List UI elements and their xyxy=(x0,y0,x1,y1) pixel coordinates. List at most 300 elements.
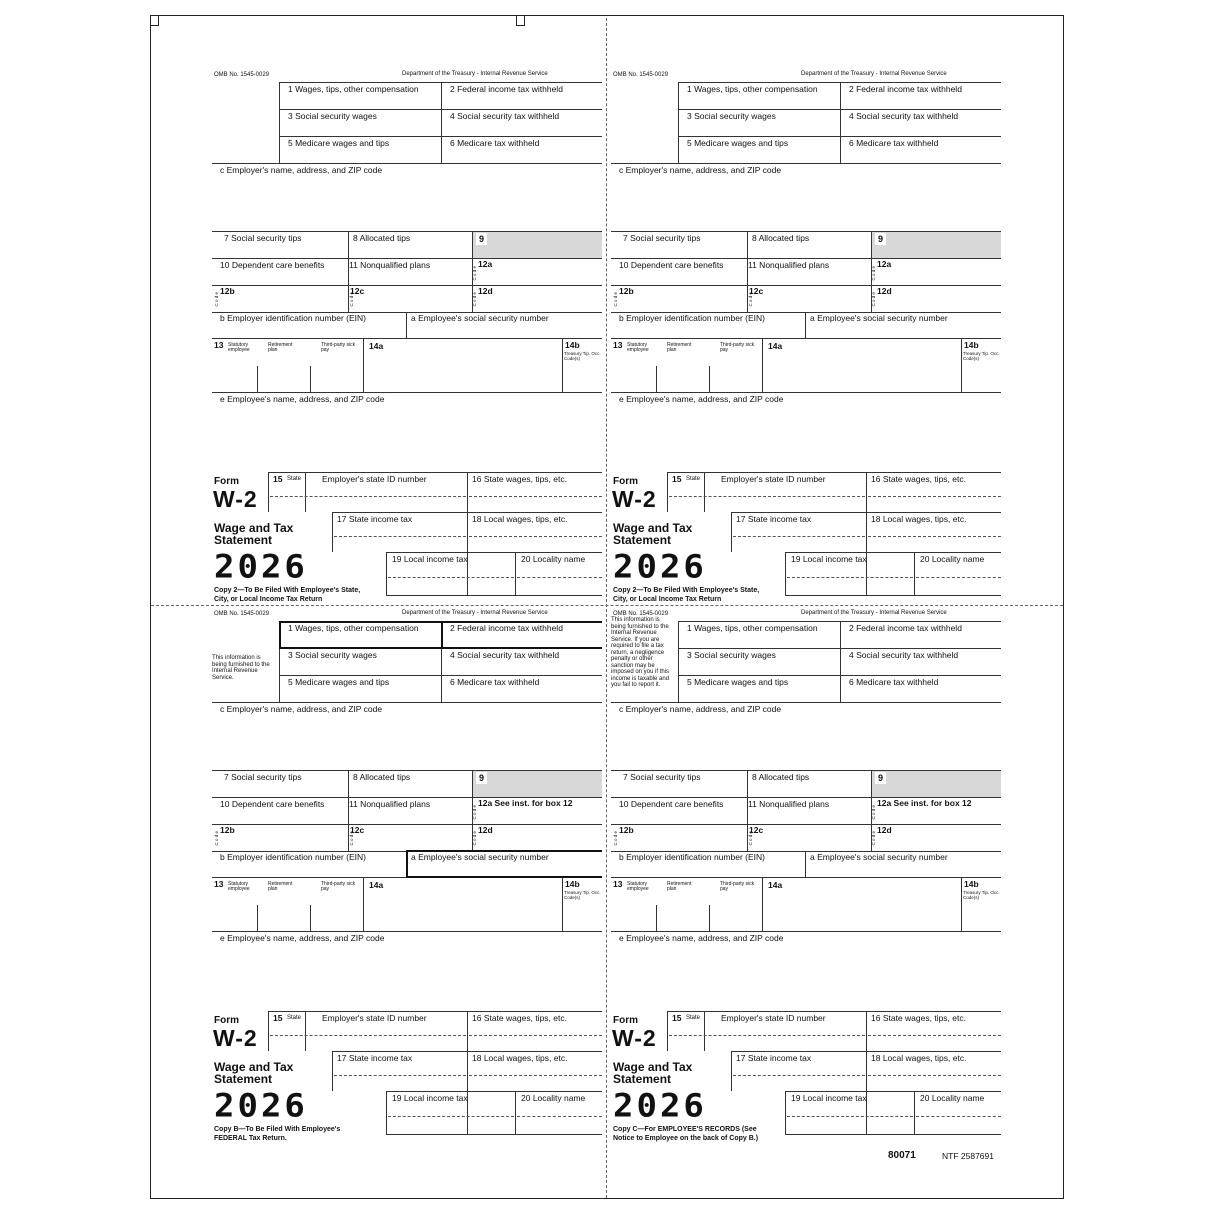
dashed-field-line xyxy=(787,577,913,578)
rule-line xyxy=(441,82,442,163)
dashed-field-line xyxy=(868,1075,1001,1076)
rule-line xyxy=(386,1091,602,1092)
box-7-label: 7 Social security tips xyxy=(623,233,701,243)
box-1-label: 1 Wages, tips, other compensation xyxy=(288,623,419,633)
rule-line xyxy=(212,163,602,164)
wage-and-tax-label: Wage and Tax xyxy=(214,521,294,535)
w2-form-1 xyxy=(212,66,602,606)
box-13-label: 13 xyxy=(613,879,623,889)
box-8-label: 8 Allocated tips xyxy=(752,772,810,782)
code-label-12d: C o d e xyxy=(871,292,876,307)
rule-line xyxy=(709,905,710,931)
rule-line xyxy=(762,338,763,392)
statement-label: Statement xyxy=(214,1072,273,1086)
shaded-box-9 xyxy=(872,771,1001,797)
rule-line xyxy=(678,621,679,702)
rule-line xyxy=(406,312,407,338)
rule-line xyxy=(611,338,1001,339)
box-c-label: c Employer's name, address, and ZIP code xyxy=(619,165,782,175)
rule-line xyxy=(709,366,710,392)
code-label-12b: C o d e xyxy=(613,831,618,846)
box-e-label: e Employee's name, address, and ZIP code xyxy=(619,933,784,943)
box-19-label: 19 Local income tax xyxy=(392,554,468,564)
rule-line xyxy=(785,1134,1001,1135)
wage-and-tax-label: Wage and Tax xyxy=(613,1060,693,1074)
form-word: Form xyxy=(214,476,239,487)
box-1-label: 1 Wages, tips, other compensation xyxy=(687,623,818,633)
registration-mark-left xyxy=(150,15,159,26)
box-9-label: 9 xyxy=(875,233,886,245)
omb-number: OMB No. 1545-0029 xyxy=(613,72,669,78)
box-17-label: 17 State income tax xyxy=(736,1053,812,1063)
shaded-box-9 xyxy=(473,232,602,258)
box-12a-label: 12a xyxy=(478,259,493,269)
rule-line xyxy=(348,770,349,824)
irs-notice: This information is being furnished to the Internal Revenue Service. If you are required to file a tax return, a negligence penalty or other sanction may be imposed on you if this income is taxable and you fail to report it. xyxy=(611,617,670,688)
box-b-label: b Employer identification number (EIN) xyxy=(220,852,366,862)
rule-line xyxy=(212,392,363,393)
rule-line xyxy=(332,512,333,552)
copy-designation-line-1: Copy 2—To Be Filed With Employee's State, xyxy=(214,587,361,594)
box-9-label: 9 xyxy=(476,233,487,245)
rule-line xyxy=(257,366,258,392)
department-label: Department of the Treasury - Internal Revenue Service xyxy=(402,610,548,616)
box-1-2-divider-thick xyxy=(441,621,443,649)
box-12d-label: 12d xyxy=(478,825,493,835)
dashed-field-line xyxy=(469,536,602,537)
vertical-perforation xyxy=(606,18,607,1198)
rule-line xyxy=(785,1091,1001,1092)
rule-line xyxy=(562,338,563,392)
box-14b-sub-label: Treasury Tip. Occ. Code(s) xyxy=(963,890,1000,900)
rule-line xyxy=(386,595,602,596)
rule-line xyxy=(348,231,349,285)
rule-line xyxy=(611,163,1001,164)
shaded-box-9 xyxy=(872,232,1001,258)
box-11-label: 11 Nonqualified plans xyxy=(349,799,431,809)
rule-line xyxy=(678,82,679,163)
box-14b-sub-label: Treasury Tip. Occ. Code(s) xyxy=(564,890,601,900)
rule-line xyxy=(212,258,602,259)
retirement-plan-label: Retirement plan xyxy=(667,342,692,353)
shaded-box-9 xyxy=(473,771,602,797)
box-3-label: 3 Social security wages xyxy=(687,111,776,121)
box-13-label: 13 xyxy=(613,340,623,350)
box-11-label: 11 Nonqualified plans xyxy=(748,799,830,809)
rule-line xyxy=(731,512,732,552)
dashed-field-line xyxy=(334,1075,466,1076)
form-title-w2: W-2 xyxy=(612,1025,657,1051)
dashed-field-line xyxy=(916,577,1001,578)
rule-line xyxy=(762,392,1001,393)
box-12a-label: 12a See inst. for box 12 xyxy=(478,798,573,808)
rule-line xyxy=(212,285,602,286)
box-2-label: 2 Federal income tax withheld xyxy=(849,623,962,633)
box-10-label: 10 Dependent care benefits xyxy=(220,799,325,809)
rule-line xyxy=(961,877,962,931)
rule-line xyxy=(363,931,602,932)
rule-line xyxy=(310,366,311,392)
box-3-label: 3 Social security wages xyxy=(288,111,377,121)
box-8-label: 8 Allocated tips xyxy=(752,233,810,243)
form-word: Form xyxy=(214,1015,239,1026)
retirement-plan-label: Retirement plan xyxy=(268,342,293,353)
box-16-label: 16 State wages, tips, etc. xyxy=(871,474,966,484)
box-1-label: 1 Wages, tips, other compensation xyxy=(288,84,419,94)
rule-line xyxy=(840,621,841,702)
box-17-label: 17 State income tax xyxy=(337,514,413,524)
code-label-12d: C o d e xyxy=(472,831,477,846)
rule-line xyxy=(731,1051,732,1091)
rule-line xyxy=(386,552,602,553)
dashed-field-line xyxy=(868,1035,1001,1036)
box-6-label: 6 Medicare tax withheld xyxy=(450,138,540,148)
w2-form-3 xyxy=(212,605,602,1145)
rule-line xyxy=(805,851,806,877)
rule-line xyxy=(212,824,602,825)
dashed-field-line xyxy=(517,1116,602,1117)
box-b-label: b Employer identification number (EIN) xyxy=(619,852,765,862)
wage-and-tax-label: Wage and Tax xyxy=(613,521,693,535)
dashed-field-line xyxy=(270,1035,466,1036)
box-14b-label: 14b xyxy=(964,340,979,350)
box-4-label: 4 Social security tax withheld xyxy=(849,111,959,121)
rule-line xyxy=(562,877,563,931)
rule-line xyxy=(961,338,962,392)
code-label-12c: C o d e xyxy=(349,831,354,846)
box-14a-label: 14a xyxy=(768,880,783,890)
box-c-label: c Employer's name, address, and ZIP code xyxy=(220,165,383,175)
rule-line xyxy=(704,472,705,512)
code-label-12b: C o d e xyxy=(214,292,219,307)
copy-designation-line-1: Copy C—For EMPLOYEE'S RECORDS (See xyxy=(613,1126,757,1133)
box-16-label: 16 State wages, tips, etc. xyxy=(871,1013,966,1023)
box-18-label: 18 Local wages, tips, etc. xyxy=(472,514,568,524)
box-b-label: b Employer identification number (EIN) xyxy=(220,313,366,323)
box-11-label: 11 Nonqualified plans xyxy=(349,260,431,270)
box-18-label: 18 Local wages, tips, etc. xyxy=(472,1053,568,1063)
box-12d-label: 12d xyxy=(877,286,892,296)
box-18-label: 18 Local wages, tips, etc. xyxy=(871,1053,967,1063)
code-label-12b: C o d e xyxy=(214,831,219,846)
rule-line xyxy=(332,512,602,513)
box-a-emphasis-border xyxy=(406,850,602,878)
box-e-label: e Employee's name, address, and ZIP code xyxy=(220,933,385,943)
omb-number: OMB No. 1545-0029 xyxy=(214,72,270,78)
rule-line xyxy=(268,1011,602,1012)
box-1-label: 1 Wages, tips, other compensation xyxy=(687,84,818,94)
box-14b-label: 14b xyxy=(565,879,580,889)
employer-state-id-label: Employer's state ID number xyxy=(721,474,826,484)
box-14a-label: 14a xyxy=(768,341,783,351)
box-12b-label: 12b xyxy=(220,286,235,296)
box-13-label: 13 xyxy=(214,879,224,889)
code-label-12b: C o d e xyxy=(613,292,618,307)
copy-designation-line-2: City, or Local Income Tax Return xyxy=(214,596,323,603)
wage-and-tax-label: Wage and Tax xyxy=(214,1060,294,1074)
statement-label: Statement xyxy=(214,533,273,547)
box-12c-label: 12c xyxy=(749,286,764,296)
state-label: State xyxy=(287,1015,302,1021)
third-party-sick-pay-label: Third-party sick pay xyxy=(720,342,755,353)
box-15-label: 15 xyxy=(273,1013,283,1023)
box-13-label: 13 xyxy=(214,340,224,350)
dashed-field-line xyxy=(270,496,466,497)
w2-form-4 xyxy=(611,605,1001,1145)
rule-line xyxy=(611,877,1001,878)
rule-line xyxy=(212,702,602,703)
rule-line xyxy=(279,82,280,163)
box-12d-label: 12d xyxy=(877,825,892,835)
statutory-employee-label: Statutory employee xyxy=(627,342,649,353)
copy-designation-line-2: Notice to Employee on the back of Copy B.) xyxy=(613,1135,759,1142)
box-6-label: 6 Medicare tax withheld xyxy=(849,677,939,687)
dashed-field-line xyxy=(669,496,865,497)
rule-line xyxy=(268,1011,269,1051)
rule-line xyxy=(611,285,1001,286)
box-12a-label: 12a xyxy=(877,259,892,269)
dashed-field-line xyxy=(469,1035,602,1036)
box-3-label: 3 Social security wages xyxy=(687,650,776,660)
irs-notice: This information is being furnished to the Internal Revenue Service. xyxy=(212,655,270,681)
rule-line xyxy=(305,1011,306,1051)
third-party-sick-pay-label: Third-party sick pay xyxy=(720,881,755,892)
box-7-label: 7 Social security tips xyxy=(623,772,701,782)
rule-line xyxy=(611,931,762,932)
rule-line xyxy=(305,472,306,512)
box-12b-label: 12b xyxy=(619,825,634,835)
box-6-label: 6 Medicare tax withheld xyxy=(450,677,540,687)
dashed-field-line xyxy=(868,536,1001,537)
box-5-label: 5 Medicare wages and tips xyxy=(687,677,789,687)
box-14a-label: 14a xyxy=(369,880,384,890)
rule-line xyxy=(805,312,806,338)
rule-line xyxy=(747,770,748,824)
copy-designation-line-1: Copy B—To Be Filed With Employee's xyxy=(214,1126,341,1133)
box-a-label: a Employee's social security number xyxy=(411,313,549,323)
box-e-label: e Employee's name, address, and ZIP code xyxy=(619,394,784,404)
ntf-number: NTF 2587691 xyxy=(942,1151,994,1161)
code-label-12d: C o d e xyxy=(871,831,876,846)
statement-label: Statement xyxy=(613,533,672,547)
form-title-w2: W-2 xyxy=(213,486,258,512)
code-label-12c: C o d e xyxy=(748,831,753,846)
department-label: Department of the Treasury - Internal Revenue Service xyxy=(402,71,548,77)
dashed-field-line xyxy=(388,1116,514,1117)
dashed-field-line xyxy=(733,536,865,537)
box-16-label: 16 State wages, tips, etc. xyxy=(472,474,567,484)
box-17-label: 17 State income tax xyxy=(337,1053,413,1063)
state-label: State xyxy=(287,476,302,482)
rule-line xyxy=(363,877,364,931)
box-2-label: 2 Federal income tax withheld xyxy=(849,84,962,94)
box-8-label: 8 Allocated tips xyxy=(353,233,411,243)
form-title-w2: W-2 xyxy=(213,1025,258,1051)
copy-designation-line-1: Copy 2—To Be Filed With Employee's State, xyxy=(613,587,760,594)
box-10-label: 10 Dependent care benefits xyxy=(619,260,724,270)
box-20-label: 20 Locality name xyxy=(920,554,985,564)
omb-number: OMB No. 1545-0029 xyxy=(214,611,270,617)
dashed-field-line xyxy=(916,1116,1001,1117)
rule-line xyxy=(914,1091,915,1134)
rule-line xyxy=(762,877,763,931)
box-12a-label: 12a See inst. for box 12 xyxy=(877,798,972,808)
rule-line xyxy=(268,472,602,473)
department-label: Department of the Treasury - Internal Revenue Service xyxy=(801,71,947,77)
code-label-12c: C o d e xyxy=(748,292,753,307)
box-5-label: 5 Medicare wages and tips xyxy=(288,677,390,687)
rule-line xyxy=(332,1051,602,1052)
box-a-label: a Employee's social security number xyxy=(810,313,948,323)
rule-line xyxy=(386,1134,602,1135)
box-5-label: 5 Medicare wages and tips xyxy=(288,138,390,148)
rule-line xyxy=(731,512,1001,513)
box-15-label: 15 xyxy=(672,474,682,484)
dashed-field-line xyxy=(388,577,514,578)
box-4-label: 4 Social security tax withheld xyxy=(450,650,560,660)
third-party-sick-pay-label: Third-party sick pay xyxy=(321,342,356,353)
rule-line xyxy=(667,1011,668,1051)
w2-form-2 xyxy=(611,66,1001,606)
box-2-label: 2 Federal income tax withheld xyxy=(450,84,563,94)
box-12c-label: 12c xyxy=(350,286,365,296)
rule-line xyxy=(785,552,1001,553)
rule-line xyxy=(257,905,258,931)
rule-line xyxy=(656,366,657,392)
rule-line xyxy=(212,338,602,339)
registration-mark-center xyxy=(516,15,525,26)
box-18-label: 18 Local wages, tips, etc. xyxy=(871,514,967,524)
rule-line xyxy=(611,258,1001,259)
box-5-label: 5 Medicare wages and tips xyxy=(687,138,789,148)
box-c-label: c Employer's name, address, and ZIP code xyxy=(220,704,383,714)
box-15-label: 15 xyxy=(672,1013,682,1023)
rule-line xyxy=(785,595,1001,596)
rule-line xyxy=(667,472,668,512)
box-19-label: 19 Local income tax xyxy=(791,554,867,564)
department-label: Department of the Treasury - Internal Revenue Service xyxy=(801,610,947,616)
box-3-label: 3 Social security wages xyxy=(288,650,377,660)
box-e-label: e Employee's name, address, and ZIP code xyxy=(220,394,385,404)
form-word: Form xyxy=(613,1015,638,1026)
statutory-employee-label: Statutory employee xyxy=(228,881,250,892)
state-label: State xyxy=(686,476,701,482)
rule-line xyxy=(212,931,363,932)
box-10-label: 10 Dependent care benefits xyxy=(220,260,325,270)
box-a-label: a Employee's social security number xyxy=(411,852,549,862)
retirement-plan-label: Retirement plan xyxy=(268,881,293,892)
box-14b-sub-label: Treasury Tip. Occ. Code(s) xyxy=(564,351,601,361)
rule-line xyxy=(386,1091,387,1134)
code-label-12a: C o d e xyxy=(871,266,876,281)
employer-state-id-label: Employer's state ID number xyxy=(322,1013,427,1023)
box-14b-label: 14b xyxy=(565,340,580,350)
box-11-label: 11 Nonqualified plans xyxy=(748,260,830,270)
box-19-label: 19 Local income tax xyxy=(791,1093,867,1103)
box-20-label: 20 Locality name xyxy=(920,1093,985,1103)
box-12d-label: 12d xyxy=(478,286,493,296)
box-9-label: 9 xyxy=(875,772,886,784)
code-label-12c: C o d e xyxy=(349,292,354,307)
third-party-sick-pay-label: Third-party sick pay xyxy=(321,881,356,892)
box-14b-sub-label: Treasury Tip. Occ. Code(s) xyxy=(963,351,1000,361)
rule-line xyxy=(840,82,841,163)
statutory-employee-label: Statutory employee xyxy=(627,881,649,892)
dashed-field-line xyxy=(334,536,466,537)
employer-state-id-label: Employer's state ID number xyxy=(721,1013,826,1023)
dashed-field-line xyxy=(868,496,1001,497)
rule-line xyxy=(785,1091,786,1134)
statement-label: Statement xyxy=(613,1072,672,1086)
box-12c-label: 12c xyxy=(350,825,365,835)
box-2-label: 2 Federal income tax withheld xyxy=(450,623,563,633)
dashed-field-line xyxy=(733,1075,865,1076)
rule-line xyxy=(386,552,387,595)
dashed-field-line xyxy=(669,1035,865,1036)
copy-designation-line-2: FEDERAL Tax Return. xyxy=(214,1135,287,1142)
retirement-plan-label: Retirement plan xyxy=(667,881,692,892)
rule-line xyxy=(762,931,1001,932)
rule-line xyxy=(268,472,269,512)
rule-line xyxy=(656,905,657,931)
rule-line xyxy=(747,231,748,285)
box-b-label: b Employer identification number (EIN) xyxy=(619,313,765,323)
dashed-field-line xyxy=(517,577,602,578)
form-title-w2: W-2 xyxy=(612,486,657,512)
rule-line xyxy=(731,1051,1001,1052)
rule-line xyxy=(611,392,762,393)
box-9-label: 9 xyxy=(476,772,487,784)
rule-line xyxy=(704,1011,705,1051)
box-7-label: 7 Social security tips xyxy=(224,772,302,782)
tax-year: 2026 xyxy=(613,1087,707,1125)
box-20-label: 20 Locality name xyxy=(521,1093,586,1103)
form-word: Form xyxy=(613,476,638,487)
box-12b-label: 12b xyxy=(619,286,634,296)
box-20-label: 20 Locality name xyxy=(521,554,586,564)
box-7-label: 7 Social security tips xyxy=(224,233,302,243)
rule-line xyxy=(667,1011,1001,1012)
form-number: 80071 xyxy=(888,1150,916,1161)
box-12b-label: 12b xyxy=(220,825,235,835)
box-16-label: 16 State wages, tips, etc. xyxy=(472,1013,567,1023)
rule-line xyxy=(363,392,602,393)
statutory-employee-label: Statutory employee xyxy=(228,342,250,353)
rule-line xyxy=(515,552,516,595)
state-label: State xyxy=(686,1015,701,1021)
box-15-label: 15 xyxy=(273,474,283,484)
employer-state-id-label: Employer's state ID number xyxy=(322,474,427,484)
code-label-12a: C o d e xyxy=(472,805,477,820)
box-17-label: 17 State income tax xyxy=(736,514,812,524)
rule-line xyxy=(667,472,1001,473)
dashed-field-line xyxy=(469,496,602,497)
box-12c-label: 12c xyxy=(749,825,764,835)
rule-line xyxy=(611,702,1001,703)
box-8-label: 8 Allocated tips xyxy=(353,772,411,782)
rule-line xyxy=(611,824,1001,825)
rule-line xyxy=(332,1051,333,1091)
tax-year: 2026 xyxy=(613,548,707,586)
code-label-12a: C o d e xyxy=(472,266,477,281)
box-4-label: 4 Social security tax withheld xyxy=(450,111,560,121)
box-14a-label: 14a xyxy=(369,341,384,351)
tax-year: 2026 xyxy=(214,1087,308,1125)
box-c-label: c Employer's name, address, and ZIP code xyxy=(619,704,782,714)
box-10-label: 10 Dependent care benefits xyxy=(619,799,724,809)
copy-designation-line-2: City, or Local Income Tax Return xyxy=(613,596,722,603)
box-19-label: 19 Local income tax xyxy=(392,1093,468,1103)
